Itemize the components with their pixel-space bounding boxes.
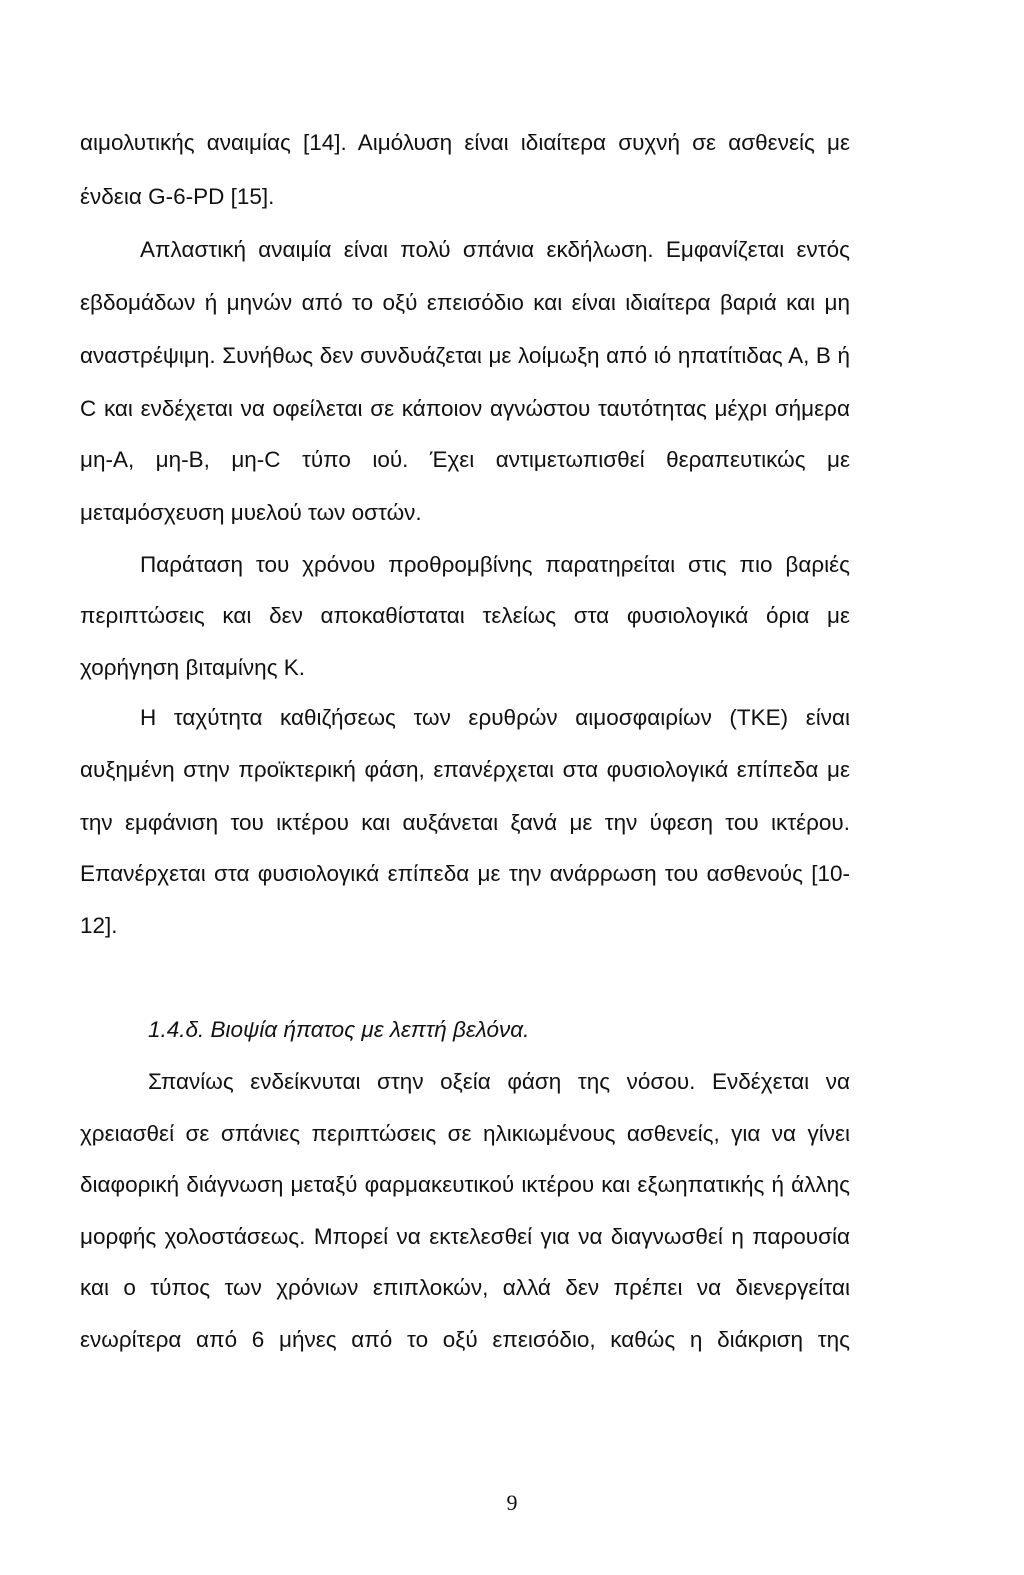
section-heading: 1.4.δ. Βιοψία ήπατος με λεπτή βελόνα.	[148, 1017, 530, 1042]
text-line: Επανέρχεται στα φυσιολογικά επίπεδα με την ανάρρωση του ασθενούς [10-	[80, 861, 850, 886]
text-line: μορφής χολοστάσεως. Μπορεί να εκτελεσθεί για να διαγνωσθεί η παρουσία	[80, 1224, 850, 1249]
text-line: Σπανίως ενδείκνυται στην οξεία φάση της νόσου. Ενδέχεται να	[148, 1069, 850, 1094]
text-line: χρειασθεί σε σπάνιες περιπτώσεις σε ηλικιωμένους ασθενείς, για να γίνει	[80, 1121, 850, 1146]
text-line: εβδομάδων ή μηνών από το οξύ επεισόδιο και είναι ιδιαίτερα βαριά και μη	[80, 290, 850, 315]
text-line: μη-Α, μη-Β, μη-C τύπο ιού. Έχει αντιμετωπισθεί θεραπευτικώς με	[80, 447, 850, 472]
text-line: αιμολυτικής αναιμίας [14]. Αιμόλυση είναι ιδιαίτερα συχνή σε ασθενείς με	[80, 130, 850, 155]
text-line: 12].	[80, 913, 118, 938]
text-line: αυξημένη στην προϊκτερική φάση, επανέρχεται στα φυσιολογικά επίπεδα με	[80, 757, 850, 782]
text-line: και ο τύπος των χρόνιων επιπλοκών, αλλά δεν πρέπει να διενεργείται	[80, 1275, 850, 1300]
text-line: μεταμόσχευση μυελού των οστών.	[80, 500, 422, 525]
text-line: ενωρίτερα από 6 μήνες από το οξύ επεισόδιο, καθώς η διάκριση της	[80, 1327, 850, 1352]
text-line: ένδεια G-6-PD [15].	[80, 184, 275, 209]
text-line: διαφορική διάγνωση μεταξύ φαρμακευτικού ικτέρου και εξωηπατικής ή άλλης	[80, 1172, 850, 1197]
text-line: την εμφάνιση του ικτέρου και αυξάνεται ξανά με την ύφεση του ικτέρου.	[80, 810, 850, 835]
page-number: 9	[506, 1490, 518, 1515]
text-line: χορήγηση βιταμίνης Κ.	[80, 655, 306, 680]
text-line: Παράταση του χρόνου προθρομβίνης παρατηρείται στις πιο βαριές	[140, 552, 850, 577]
text-line: περιπτώσεις και δεν αποκαθίσταται τελείως στα φυσιολογικά όρια με	[80, 603, 850, 628]
text-line: αναστρέψιμη. Συνήθως δεν συνδυάζεται με λοίμωξη από ιό ηπατίτιδας Α, Β ή	[80, 343, 850, 368]
text-line: Απλαστική αναιμία είναι πολύ σπάνια εκδήλωση. Εμφανίζεται εντός	[140, 237, 850, 262]
text-line: C και ενδέχεται να οφείλεται σε κάποιον αγνώστου ταυτότητας μέχρι σήμερα	[80, 396, 850, 421]
text-line: Η ταχύτητα καθιζήσεως των ερυθρών αιμοσφαιρίων (ΤΚΕ) είναι	[140, 705, 850, 730]
